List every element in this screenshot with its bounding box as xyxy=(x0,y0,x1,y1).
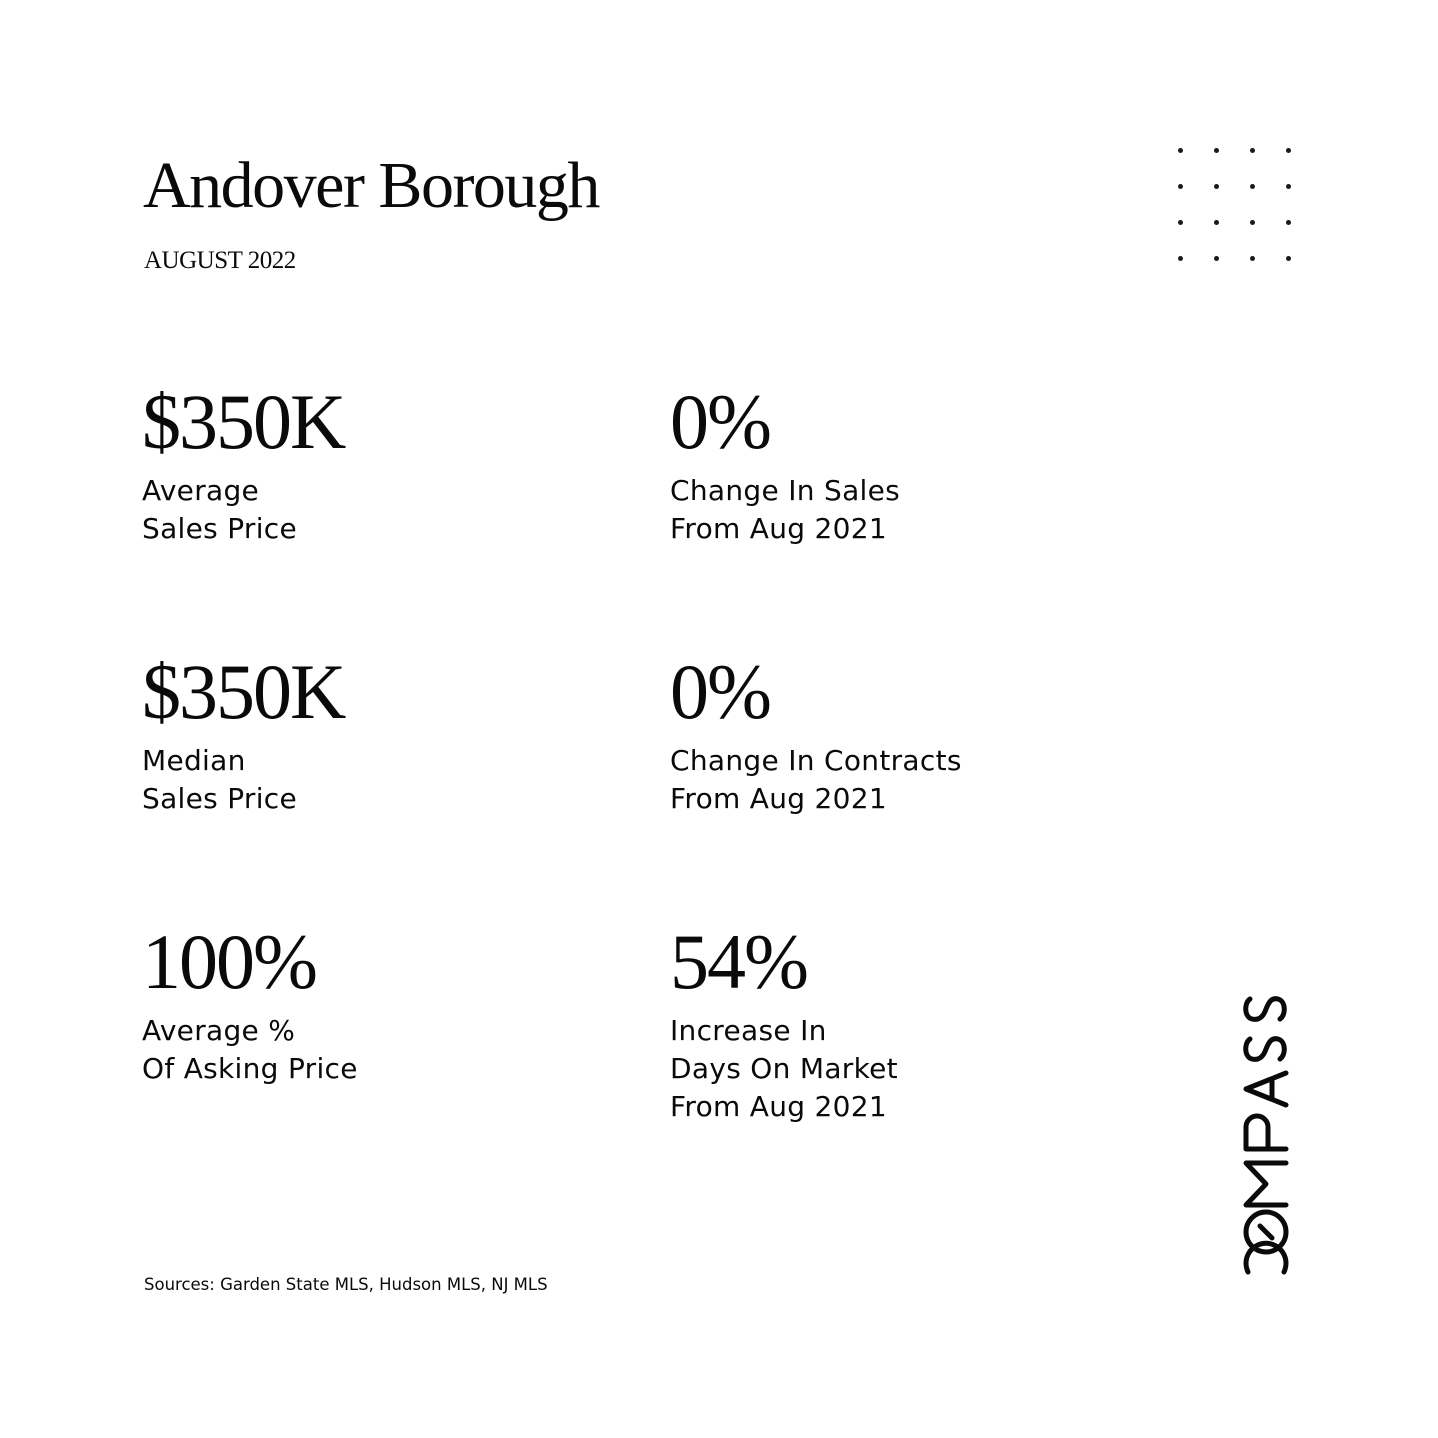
stat-label xyxy=(670,1012,898,1126)
stat-label-line: Of Asking Price xyxy=(142,1052,358,1085)
dot xyxy=(1214,256,1219,261)
stat-label-line: Days On Market xyxy=(670,1052,898,1085)
dot-grid-icon xyxy=(1172,142,1298,268)
compass-logo xyxy=(1240,955,1292,1295)
stat-label-line: From Aug 2021 xyxy=(670,1090,888,1123)
stat-days-on-market xyxy=(670,918,898,1126)
stat-value: $350K xyxy=(142,648,345,735)
stat-value: 0% xyxy=(670,648,770,735)
stat-change-in-contracts xyxy=(670,648,962,818)
stat-value: 0% xyxy=(670,378,770,465)
report-period: AUGUST 2022 xyxy=(144,247,296,274)
stat-label-line: Increase In xyxy=(670,1014,827,1047)
stat-average-percent-of-asking xyxy=(142,918,358,1088)
dot xyxy=(1286,220,1291,225)
stat-value: 54% xyxy=(670,918,807,1005)
stat-label-line: Change In Contracts xyxy=(670,744,962,777)
dot xyxy=(1250,220,1255,225)
sources-note: Sources: Garden State MLS, Hudson MLS, NJ MLS xyxy=(144,1275,548,1294)
stat-median-sales-price xyxy=(142,648,345,818)
stat-label xyxy=(670,742,962,818)
stat-label xyxy=(142,472,344,548)
dot xyxy=(1250,184,1255,189)
stat-change-in-sales xyxy=(670,378,901,548)
stat-label-line: From Aug 2021 xyxy=(670,512,888,545)
dot xyxy=(1214,220,1219,225)
dot xyxy=(1214,184,1219,189)
stat-label-line: Median xyxy=(142,744,246,777)
dot xyxy=(1178,220,1183,225)
stat-label xyxy=(670,472,900,548)
stat-average-sales-price xyxy=(142,378,345,548)
dot xyxy=(1250,148,1255,153)
stat-label-line: Average % xyxy=(142,1014,296,1047)
stat-label-line: Average xyxy=(142,474,260,507)
dot xyxy=(1178,184,1183,189)
page-title: Andover Borough xyxy=(143,149,599,222)
dot xyxy=(1250,256,1255,261)
dot xyxy=(1286,148,1291,153)
stat-label-line: Change In Sales xyxy=(670,474,901,507)
stat-label-line: Sales Price xyxy=(142,512,298,545)
dot xyxy=(1286,256,1291,261)
stat-value: 100% xyxy=(142,918,316,1005)
stat-label xyxy=(142,1012,358,1088)
stat-label-line: From Aug 2021 xyxy=(670,782,888,815)
stat-label xyxy=(142,742,344,818)
dot xyxy=(1214,148,1219,153)
stat-label-line: Sales Price xyxy=(142,782,298,815)
stat-value: $350K xyxy=(142,378,345,465)
dot xyxy=(1178,148,1183,153)
dot xyxy=(1178,256,1183,261)
dot xyxy=(1286,184,1291,189)
